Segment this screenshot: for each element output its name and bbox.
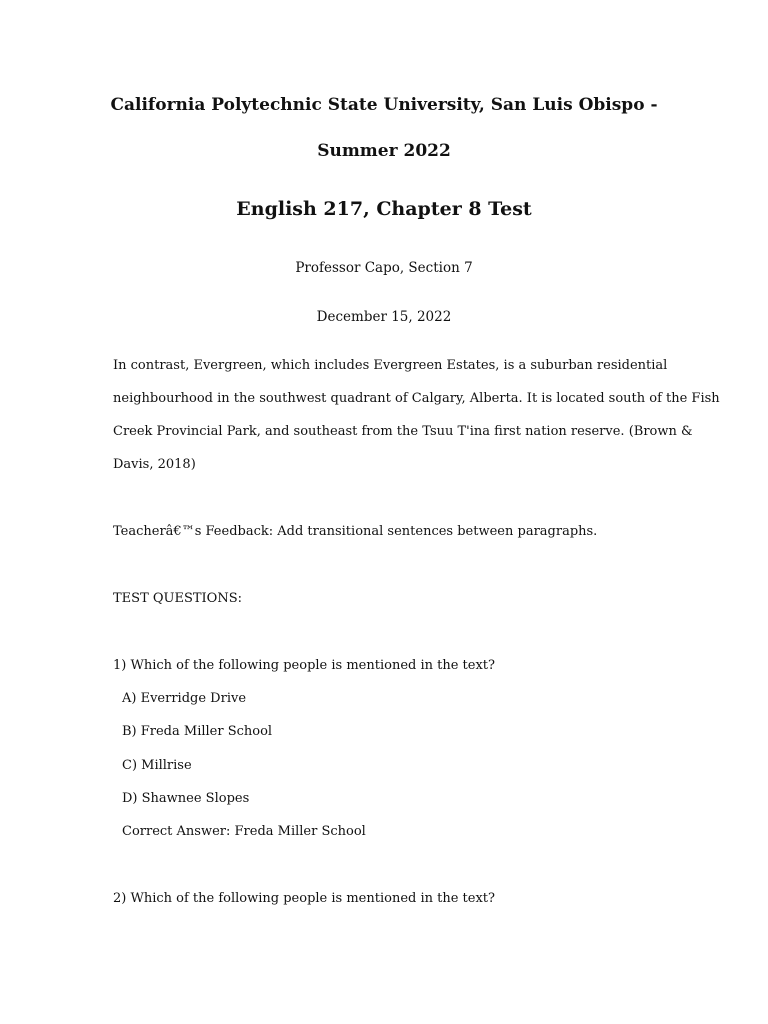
- institution-title-line-1: California Polytechnic State University, San Luis Obispo -: [110, 95, 658, 115]
- question-1-option-a: A) Everridge Drive: [122, 691, 247, 706]
- passage-line: In contrast, Evergreen, which includes Evergreen Estates, is a suburban residential: [113, 358, 668, 373]
- question-1-option-c: C) Millrise: [122, 758, 192, 773]
- course-title: English 217, Chapter 8 Test: [236, 198, 532, 220]
- passage-line: Creek Provincial Park, and southeast from the Tsuu T'ina first nation reserve. (Brown &: [113, 424, 693, 439]
- question-1-option-d: D) Shawnee Slopes: [122, 791, 250, 806]
- teacher-feedback: Teacherâ€™s Feedback: Add transitional sentences between paragraphs.: [113, 524, 598, 539]
- question-1-correct-answer: Correct Answer: Freda Miller School: [122, 824, 366, 839]
- institution-title-line-2: Summer 2022: [317, 141, 451, 161]
- professor-line: Professor Capo, Section 7: [295, 260, 473, 276]
- passage-line: Davis, 2018): [113, 457, 196, 472]
- question-1-option-b: B) Freda Miller School: [122, 724, 273, 739]
- question-2-prompt: 2) Which of the following people is mentioned in the text?: [113, 891, 495, 906]
- passage-line: neighbourhood in the southwest quadrant of Calgary, Alberta. It is located south of the Fish: [113, 391, 720, 406]
- date-line: December 15, 2022: [316, 309, 452, 325]
- question-1-prompt: 1) Which of the following people is mentioned in the text?: [113, 658, 495, 673]
- test-questions-label: TEST QUESTIONS:: [113, 591, 243, 606]
